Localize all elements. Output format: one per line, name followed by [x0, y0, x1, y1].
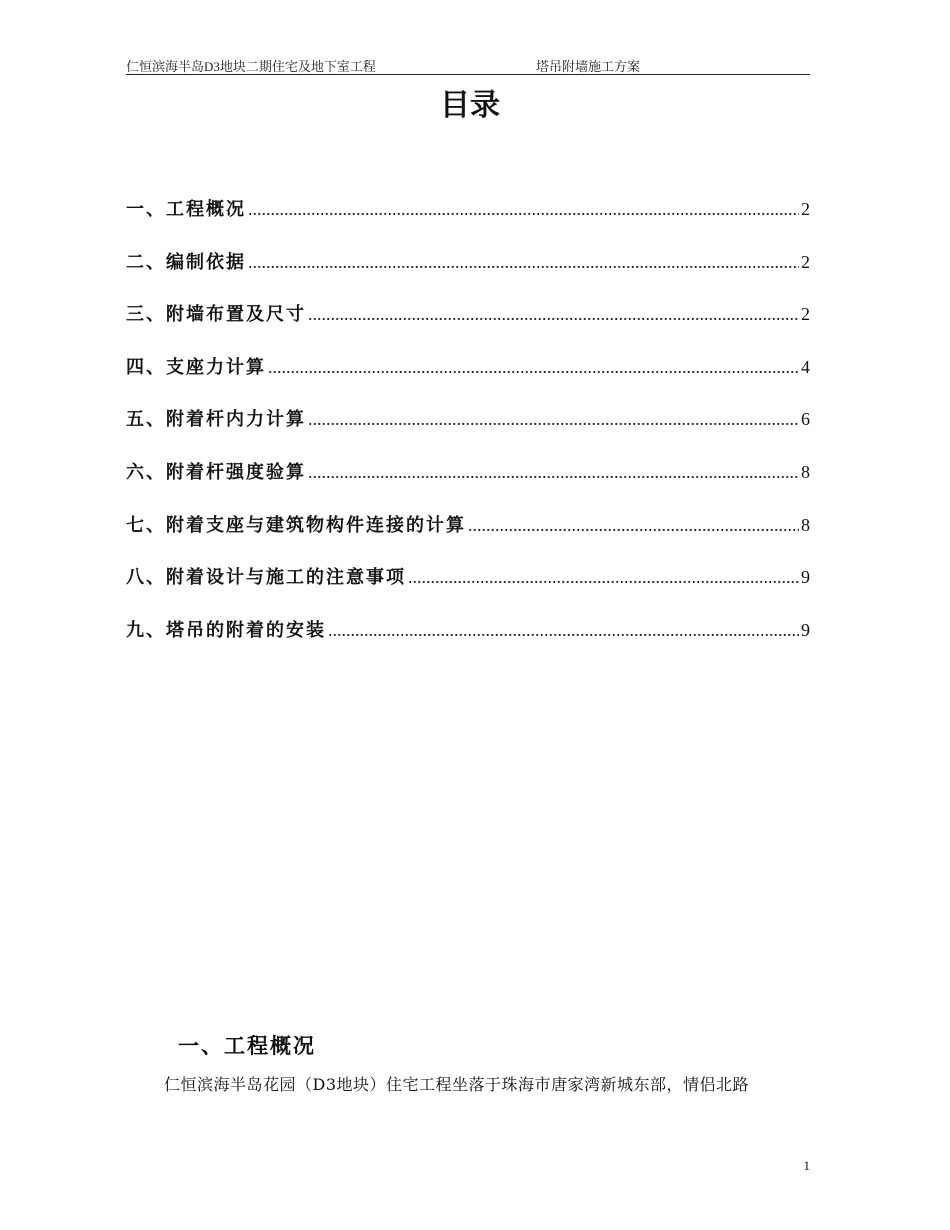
toc-entry-page: 8: [801, 514, 810, 535]
toc-entry[interactable]: [126, 353, 810, 406]
toc-dot-leader: [408, 567, 799, 588]
toc-entry-page: 6: [801, 409, 810, 430]
toc-dot-leader: [248, 252, 799, 273]
page-number: 1: [803, 1158, 810, 1173]
toc-entry-page: 2: [801, 199, 810, 219]
toc-entry[interactable]: [126, 511, 810, 564]
toc-dot-leader: [308, 409, 799, 430]
toc-entry-page: 9: [801, 619, 810, 640]
toc-dot-leader: [328, 620, 799, 641]
toc-entry[interactable]: [126, 248, 810, 301]
toc-entry[interactable]: [126, 300, 810, 353]
toc-entry-label: 三、附墙布置及尺寸: [126, 304, 306, 326]
toc-entry-page: 2: [801, 251, 810, 272]
toc-entry[interactable]: [126, 458, 810, 511]
toc-entry-label: 六、附着杆强度验算: [126, 461, 306, 483]
toc-entry-label: 一、工程概况: [126, 199, 246, 220]
toc-entry[interactable]: [126, 405, 810, 458]
section-heading: 一、工程概况: [178, 1034, 316, 1058]
toc-entry-page: 8: [801, 461, 810, 482]
section-paragraph: 仁恒滨海半岛花园（D3地块）住宅工程坐落于珠海市唐家湾新城东部，情侣北路: [164, 1075, 750, 1094]
toc-entry-label: 七、附着支座与建筑物构件连接的计算: [126, 514, 466, 536]
header-document-title: 塔吊附墙施工方案: [536, 59, 641, 74]
toc-entry-page: 2: [801, 304, 810, 325]
toc-dot-leader: [468, 515, 799, 536]
toc-entry-label: 九、塔吊的附着的安装: [126, 619, 326, 641]
toc-title: 目录: [440, 88, 500, 123]
toc-entry-label: 四、支座力计算: [126, 356, 266, 378]
toc-dot-leader: [308, 304, 799, 325]
table-of-contents: [126, 195, 810, 668]
toc-dot-leader: [248, 199, 799, 220]
toc-entry-label: 八、附着设计与施工的注意事项: [126, 567, 406, 589]
toc-entry-label: 二、编制依据: [126, 251, 246, 273]
header-project-name: 仁恒滨海半岛D3地块二期住宅及地下室工程: [126, 59, 376, 74]
page-header: [126, 56, 810, 75]
toc-entry[interactable]: [126, 563, 810, 616]
toc-entry-page: 9: [801, 567, 810, 588]
toc-entry-label: 五、附着杆内力计算: [126, 409, 306, 431]
toc-entry[interactable]: [126, 616, 810, 669]
toc-entry-page: 4: [801, 356, 810, 377]
toc-entry[interactable]: [126, 195, 810, 248]
toc-dot-leader: [268, 357, 799, 378]
toc-dot-leader: [308, 462, 799, 483]
